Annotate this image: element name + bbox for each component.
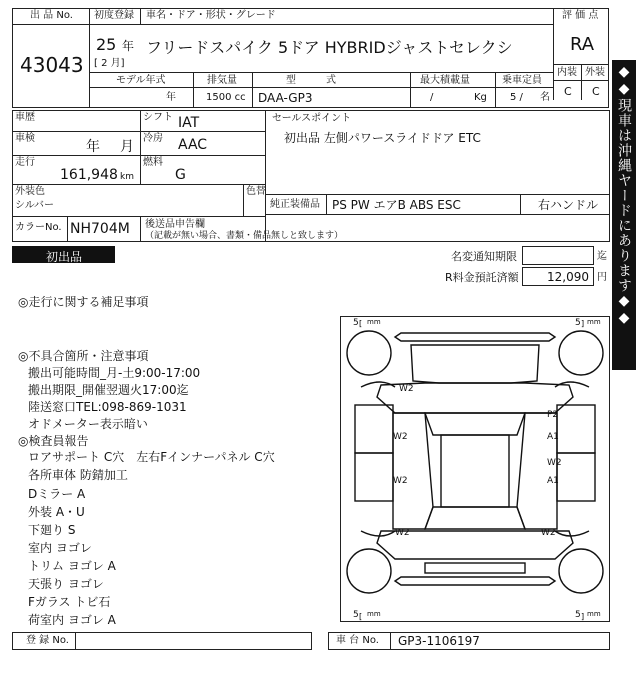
damage-mark: W2 xyxy=(393,432,408,442)
damage-mark: W2 xyxy=(395,528,410,538)
damage-mark: W2 xyxy=(393,476,408,486)
damage-mark: W2 xyxy=(547,458,562,468)
lot-number: 43043 xyxy=(20,53,84,77)
recycle-box xyxy=(522,267,594,286)
inspector-line: ロアサポート C穴 左右Fインナーパネル C穴 xyxy=(28,450,275,464)
damage-mark: A1 xyxy=(547,476,559,486)
note-line: 搬出可能時間_月-土9:00-17:00 xyxy=(28,366,201,380)
inspector-line: トリム ヨゴレ A xyxy=(28,559,116,573)
car-name: フリードスパイク 5ドア HYBRIDジャストセレクシ xyxy=(146,38,513,57)
inspector-line: Dミラー A xyxy=(28,487,86,501)
exterior-label: 外装 xyxy=(585,67,605,78)
tire-rl-unit: mm xyxy=(367,610,381,618)
name-change-unit: 迄 xyxy=(597,251,607,262)
damage-mark: W2 xyxy=(399,384,414,394)
capacity-value: 5 / xyxy=(510,92,523,103)
fuel-label: 燃料 xyxy=(143,157,163,168)
first-listing-badge xyxy=(12,246,115,263)
type-value: DAA-GP3 xyxy=(258,91,313,105)
side-banner-text: ◆◆現車は沖縄ヤードにあります◆◆ xyxy=(616,64,632,327)
inspection-label: 車検 xyxy=(15,133,35,144)
shift-value: IAT xyxy=(178,115,200,131)
color-no-label: カラーNo. xyxy=(15,222,62,233)
equipment-label: 純正装備品 xyxy=(270,199,320,210)
exterior-grade: C xyxy=(592,85,600,98)
lot-label: 出 品 No. xyxy=(30,10,73,21)
damage-mark: P2 xyxy=(547,410,559,420)
inspector-line: 室内 ヨゴレ xyxy=(28,541,92,555)
model-year-label: モデル年式 xyxy=(116,75,166,86)
first-listing-badge-text: 初出品 xyxy=(46,250,83,264)
chassis-value: GP3-1106197 xyxy=(398,634,480,648)
fuel-value: G xyxy=(175,167,186,183)
reg-year: 25 xyxy=(96,35,117,54)
tire-fl-unit: mm xyxy=(367,318,381,326)
inspector-line: 下廻り S xyxy=(28,523,76,537)
shift-label: シフト xyxy=(143,112,173,123)
color-no-value: NH704M xyxy=(70,221,130,237)
damage-mark: A1 xyxy=(547,432,559,442)
car-diagram xyxy=(340,316,610,622)
first-reg-label: 初度登録 xyxy=(94,10,134,21)
equipment-value: PS PW エアB ABS ESC xyxy=(332,198,461,212)
mileage-label: 走行 xyxy=(15,157,35,168)
exterior-color-value: シルバー xyxy=(15,200,55,211)
side-banner xyxy=(612,60,636,370)
recycle-value: 12,090 xyxy=(547,270,589,284)
tire-fl-size: 5 xyxy=(353,318,359,328)
sales-point-label: セールスポイント xyxy=(272,113,352,124)
eval-label: 評 価 点 xyxy=(562,10,599,21)
registration-label: 登 録 No. xyxy=(26,635,69,646)
note-line: 搬出期限_開催翌週火17:00迄 xyxy=(28,383,189,397)
max-load-label: 最大積載量 xyxy=(420,75,470,86)
inspector-line: 各所車体 防錆加工 xyxy=(28,468,128,482)
reg-doc-label: 後送品申告欄 xyxy=(145,219,205,230)
ac-label: 冷房 xyxy=(143,133,163,144)
steering-value: 右ハンドル xyxy=(538,198,599,212)
note-line: 陸送窓口TEL:098-869-1031 xyxy=(28,400,187,414)
inspector-line: 荷室内 ヨゴレ A xyxy=(28,613,116,627)
note-line: オドメーター表示暗い xyxy=(28,417,148,431)
eval-score: RA xyxy=(570,34,595,55)
inspector-line: 外装 A・U xyxy=(28,505,85,519)
history-label: 車歴 xyxy=(15,112,35,123)
tire-rl-size: 5 xyxy=(353,610,359,620)
inspector-line: 天張り ヨゴレ xyxy=(28,577,104,591)
model-year-value: 年 xyxy=(166,92,176,103)
tire-label-fl: [ xyxy=(359,319,363,328)
inspector-title: ◎検査員報告 xyxy=(18,434,89,448)
color-change-label: 色替 xyxy=(246,186,266,197)
name-change-box xyxy=(522,246,594,265)
inspection-month: 月 xyxy=(120,139,134,155)
interior-grade: C xyxy=(564,85,572,98)
tire-fr-unit: mm xyxy=(587,318,601,326)
chassis-label: 車 台 No. xyxy=(336,635,379,646)
sales-point-value: 初出品 左側パワースライドドア ETC xyxy=(284,131,481,145)
tire-label-rl: [ xyxy=(359,612,363,621)
max-load-unit: Kg xyxy=(474,92,487,103)
tire-rr-size: 5 xyxy=(575,610,581,620)
tire-label-rr: ] xyxy=(581,612,585,621)
supplementary-title: ◎走行に関する補足事項 xyxy=(18,295,149,309)
damage-mark: W2 xyxy=(541,528,556,538)
mileage-unit: km xyxy=(120,172,134,182)
name-change-label: 名変通知期限 xyxy=(451,250,517,263)
displacement-label: 排気量 xyxy=(207,75,237,86)
ac-value: AAC xyxy=(178,137,208,153)
car-diagram-svg xyxy=(341,317,609,621)
max-load-value: / xyxy=(430,92,434,103)
interior-label: 内装 xyxy=(557,67,577,78)
reg-doc-note: （記載が無い場合、書類・備品無しと致します） xyxy=(145,231,344,241)
tire-rr-unit: mm xyxy=(587,610,601,618)
model-label: 車名・ドア・形状・グレード xyxy=(146,10,276,21)
recycle-unit: 円 xyxy=(597,272,607,283)
recycle-label: R料金預託済額 xyxy=(445,271,519,284)
inspector-line: Fガラス トビ石 xyxy=(28,595,111,609)
tire-label-fr: ] xyxy=(581,319,585,328)
displacement-value: 1500 cc xyxy=(206,92,246,103)
capacity-unit: 名 xyxy=(540,92,550,103)
capacity-label: 乗車定員 xyxy=(502,75,542,86)
type-label: 型 式 xyxy=(286,75,336,86)
exterior-color-label: 外装色 xyxy=(15,186,45,197)
tire-fr-size: 5 xyxy=(575,318,581,328)
defects-title: ◎不具合箇所・注意事項 xyxy=(18,349,149,363)
mileage-value: 161,948 xyxy=(60,167,118,183)
reg-year-unit: 年 xyxy=(122,39,135,53)
inspection-year: 年 xyxy=(86,139,100,155)
reg-month: [ 2 月] xyxy=(94,58,125,69)
